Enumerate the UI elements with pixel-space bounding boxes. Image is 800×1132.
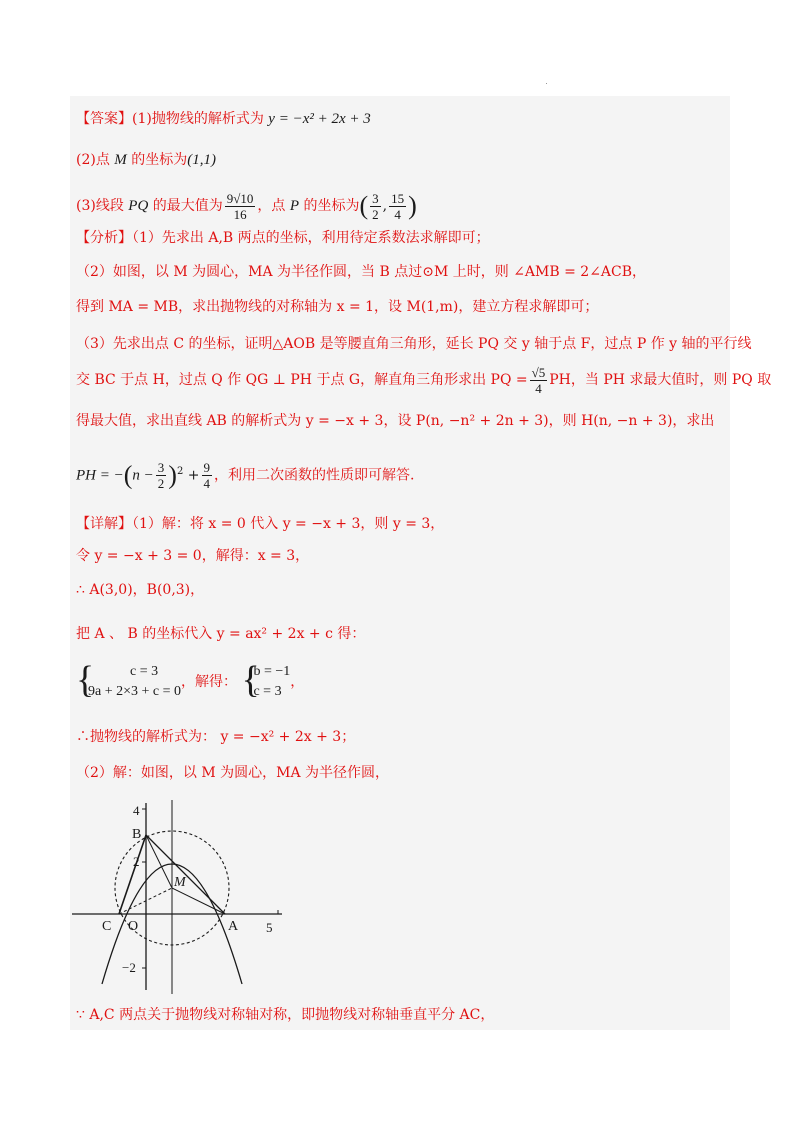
equation-system-2: { b = −1 c = 3 bbox=[241, 659, 291, 701]
tick-label-4: 4 bbox=[133, 803, 140, 818]
system-2-row-2: c = 3 bbox=[253, 684, 282, 699]
point-y-num: 15 bbox=[391, 190, 405, 206]
system-end: ， bbox=[290, 674, 305, 690]
answer-3-var: PQ bbox=[128, 198, 149, 214]
answer-line-1 bbox=[76, 109, 371, 129]
system-1-row-1: c = 3 bbox=[130, 664, 159, 679]
tick-label-neg2: −2 bbox=[122, 960, 136, 975]
analysis-line-7: PH = −(n − $\frac{3}{2}$ )$^2$ + $\frac{9}{4}$ ，利用二次函数的性质即可解答. bbox=[76, 460, 415, 492]
detail-d1: （1）解：将 x = 0 代入 y = −x + 3，则 y = 3， bbox=[132, 516, 445, 532]
analysis-line-2: （2）如图，以 M 为圆心，MA 为半径作圆，当 B 点过⊙M 上时，则 ∠AMB = 2∠ACB， bbox=[76, 264, 647, 280]
analysis-line-5 bbox=[76, 362, 771, 398]
label-b: B bbox=[132, 827, 142, 842]
ph-frac-2-den: 4 bbox=[203, 476, 211, 492]
ph-lhs: PH = − bbox=[76, 467, 124, 484]
segment-bm bbox=[146, 835, 172, 888]
answer-3-text: (3)线段 bbox=[76, 198, 124, 214]
detail-line-5: ∴抛物线的解析式为： y = −x² + 2x + 3； bbox=[76, 729, 356, 745]
point-y-den: 4 bbox=[394, 206, 401, 222]
ph-plus: + bbox=[187, 467, 200, 484]
answer-3-mid: 的最大值为 bbox=[152, 198, 223, 214]
detail-line-7: ∵ A,C 两点关于抛物线对称轴对称，即抛物线对称轴垂直平分 AC， bbox=[76, 1007, 495, 1023]
segment-ma bbox=[172, 888, 225, 914]
detail-line-4: 把 A 、 B 的坐标代入 y = ax² + 2x + c 得： bbox=[76, 626, 366, 642]
equation-system-1: { c = 3 9a + 2×3 + c = 0 bbox=[76, 659, 182, 701]
analysis-line-6: 得最大值，求出直线 AB 的解析式为 y = −x + 3，设 P(n, −n² + 2n + 3)，则 H(n, −n + 3)，求出 bbox=[76, 413, 715, 429]
paren-close: ) bbox=[408, 191, 417, 220]
analysis-p7-post: ，利用二次函数的性质即可解答. bbox=[214, 467, 415, 484]
sqrt5-den: 4 bbox=[535, 380, 542, 396]
analysis-line-3: 得到 MA = MB，求出抛物线的对称轴为 x = 1，设 M(1,m)，建立方程求解即可； bbox=[76, 299, 599, 315]
sqrt5-fraction bbox=[530, 365, 548, 396]
answer-3-mid2: ，点 bbox=[257, 198, 286, 214]
label-c: C bbox=[102, 919, 112, 934]
answer-2-value: (1,1) bbox=[187, 152, 216, 168]
ph-frac-1-den: 2 bbox=[157, 476, 165, 492]
analysis-p1: （1）先求出 A,B 两点的坐标，利用待定系数法求解即可； bbox=[132, 230, 490, 246]
analysis-tag: 【分析】 bbox=[76, 230, 132, 246]
detail-line-3: ∴ A(3,0)，B(0,3)， bbox=[76, 582, 205, 598]
sqrt5-num: √5 bbox=[531, 364, 546, 380]
max-fraction-den: 16 bbox=[233, 206, 247, 222]
label-a: A bbox=[228, 919, 239, 934]
ph-frac-2-num: 9 bbox=[203, 460, 211, 476]
solve-word: ，解得： bbox=[181, 674, 238, 690]
answer-1-equation: y = −x² + 2x + 3 bbox=[268, 111, 371, 127]
point-x-den: 2 bbox=[372, 206, 379, 222]
tick-label-5: 5 bbox=[266, 920, 273, 935]
system-1-row-2: 9a + 2×3 + c = 0 bbox=[88, 684, 182, 699]
detail-line-6: （2）解：如图，以 M 为圆心，MA 为半径作圆， bbox=[76, 765, 390, 781]
paren-open: ( bbox=[359, 191, 369, 220]
answer-tag: 【答案】 bbox=[76, 111, 132, 127]
ph-inner: n − bbox=[132, 467, 154, 484]
point-x-fraction bbox=[370, 191, 381, 222]
detail-system-line bbox=[76, 660, 304, 704]
answer-line-2 bbox=[76, 150, 216, 170]
point-y-fraction bbox=[389, 191, 406, 222]
tick-label-2: 2 bbox=[133, 854, 140, 869]
label-o: O bbox=[128, 919, 139, 934]
system-2-row-1: b = −1 bbox=[253, 664, 291, 679]
analysis-line-4: （3）先求出点 C 的坐标，证明△AOB 是等腰直角三角形，延长 PQ 交 y 轴于点 F，过点 P 作 y 轴的平行线 bbox=[76, 336, 752, 352]
ph-frac-1-num: 3 bbox=[157, 460, 165, 476]
analysis-p5-pre: 交 BC 于点 H，过点 Q 作 QG ⊥ PH 于点 G，解直角三角形求出 PQ = bbox=[76, 372, 528, 388]
ph-frac-2 bbox=[202, 460, 213, 491]
analysis-line-1 bbox=[76, 228, 490, 248]
answer-line-3: (3)线段 PQ 的最大值为 $\frac{9√10}{16}$ ，点 P 的坐标为( $\frac{3}{2}$ , $\frac{15}{4}$ ) bbox=[76, 190, 417, 222]
point-x-num: 3 bbox=[372, 190, 379, 206]
answer-2-text: (2)点 bbox=[76, 152, 110, 168]
answer-2-mid: 的坐标为 bbox=[131, 152, 188, 168]
answer-3-mid3: 的坐标为 bbox=[303, 198, 360, 214]
answer-1-text: (1)抛物线的解析式为 bbox=[132, 111, 264, 127]
page-mark: · bbox=[545, 78, 548, 88]
max-fraction bbox=[225, 191, 256, 222]
detail-tag: 【详解】 bbox=[76, 516, 132, 532]
answer-3-var2: P bbox=[289, 198, 300, 214]
parabola-figure bbox=[70, 798, 290, 998]
answer-2-var: M bbox=[114, 152, 127, 168]
detail-line-2: 令 y = −x + 3 = 0，解得：x = 3， bbox=[76, 548, 310, 564]
ph-frac-1 bbox=[156, 460, 167, 491]
max-fraction-num: 9√10 bbox=[226, 190, 254, 206]
label-m: M bbox=[174, 875, 186, 890]
ph-square: 2 bbox=[176, 466, 184, 477]
detail-line-1 bbox=[76, 514, 444, 534]
analysis-p5-post: PH，当 PH 求最大值时，则 PQ 取 bbox=[549, 372, 772, 388]
